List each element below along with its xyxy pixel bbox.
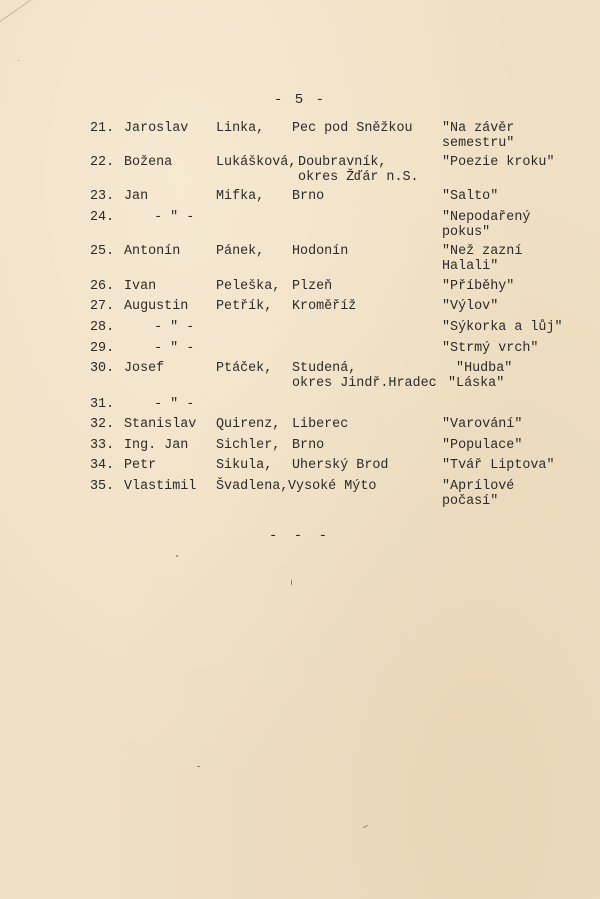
entry-title: "Poezie kroku" [442, 155, 555, 170]
entry-place: Doubravník, okres Žďár n.S. [298, 155, 419, 185]
entry-number: 33. [90, 438, 115, 453]
entry-first-name: Jan [124, 189, 149, 204]
entry-title: "Než zazní Halali" [442, 244, 523, 274]
entry-surname: Mifka, [216, 189, 265, 204]
entry-place: Kroměříž [292, 299, 357, 314]
entry-title: "Aprílové počasí" [442, 479, 515, 509]
entry-place: Hodonín [292, 244, 349, 259]
ditto-mark: - " - [138, 320, 195, 335]
paper-speck [176, 555, 178, 557]
entry-surname: Sichler, [216, 438, 281, 453]
entry-place: Brno [292, 438, 325, 453]
entry-place: Vysoké Mýto [288, 479, 377, 494]
entry-title: "Strmý vrch" [442, 341, 539, 356]
entry-title: "Tvář Liptova" [442, 458, 555, 473]
entry-surname: Quirenz, [216, 417, 281, 432]
entry-number: 21. [90, 121, 115, 136]
ditto-mark: - " - [138, 397, 195, 412]
entry-title: "Sýkorka a lůj" [442, 320, 563, 335]
entry-first-name: Ivan [124, 279, 157, 294]
ditto-mark: - " - [138, 341, 195, 356]
paper-speck [18, 60, 19, 61]
entry-place: Liberec [292, 417, 349, 432]
entry-surname: Pánek, [216, 244, 265, 259]
entry-surname: Sikula, [216, 458, 273, 473]
entry-title: "Příběhy" [442, 279, 515, 294]
entry-surname: Linka, [216, 121, 265, 136]
entry-first-name: Jaroslav [124, 121, 189, 136]
entry-surname: Petřík, [216, 299, 273, 314]
entry-place: Pec pod Sněžkou [292, 121, 413, 136]
entry-title: "Populace" [442, 438, 523, 453]
entry-number: 28. [90, 320, 115, 335]
entry-title: "Hudba" "Láska" [448, 361, 513, 391]
entry-first-name: Petr [124, 458, 157, 473]
entry-number: 29. [90, 341, 115, 356]
entry-place: Studená, okres Jindř.Hradec [292, 361, 437, 391]
entry-place: Uherský Brod [292, 458, 389, 473]
entry-number: 34. [90, 458, 115, 473]
entry-number: 35. [90, 479, 115, 494]
entry-number: 23. [90, 189, 115, 204]
entry-number: 24. [90, 210, 115, 225]
entry-title: "Varování" [442, 417, 523, 432]
entry-number: 31. [90, 397, 115, 412]
entry-number: 26. [90, 279, 115, 294]
entry-number: 25. [90, 244, 115, 259]
entry-number: 32. [90, 417, 115, 432]
entry-place: Brno [292, 189, 325, 204]
entry-number: 27. [90, 299, 115, 314]
entry-title: "Výlov" [442, 299, 499, 314]
entry-first-name: Ing. Jan [124, 438, 189, 453]
entry-first-name: Antonín [124, 244, 181, 259]
entry-surname: Švadlena, [216, 479, 289, 494]
end-mark: - - - [268, 528, 331, 544]
entry-title: "Nepodařený pokus" [442, 210, 531, 240]
entry-surname: Lukášková, [216, 155, 297, 170]
list-item [0, 479, 600, 569]
ditto-mark: - " - [138, 210, 195, 225]
paper-speck [291, 580, 292, 585]
entry-surname: Ptáček, [216, 361, 273, 376]
entry-title: "Na závěr semestru" [442, 121, 515, 151]
entry-place: Plzeň [292, 279, 333, 294]
paper-speck [197, 766, 200, 767]
entry-first-name: Josef [124, 361, 165, 376]
entry-number: 22. [90, 155, 115, 170]
entry-title: "Salto" [442, 189, 499, 204]
entry-surname: Peleška, [216, 279, 281, 294]
entry-first-name: Augustin [124, 299, 189, 314]
page-number: - 5 - [273, 92, 326, 108]
entry-first-name: Stanislav [124, 417, 197, 432]
entry-first-name: Božena [124, 155, 173, 170]
entry-first-name: Vlastimil [124, 479, 197, 494]
entry-number: 30. [90, 361, 115, 376]
